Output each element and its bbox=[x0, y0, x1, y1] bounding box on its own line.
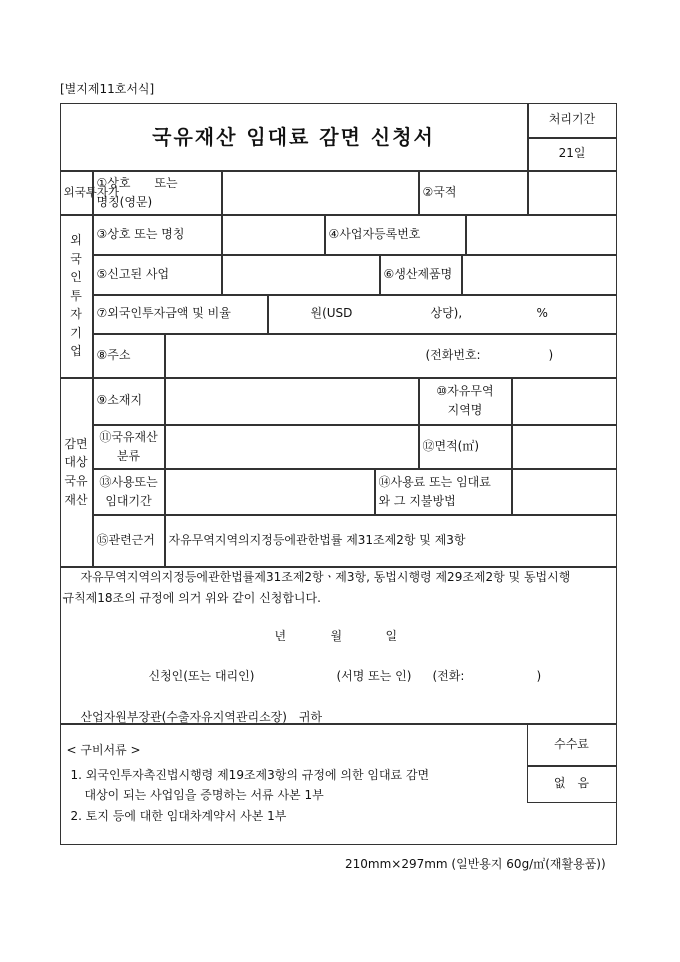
sign-label: (서명 또는 인) bbox=[336, 668, 412, 683]
year-label: 년 bbox=[274, 628, 287, 643]
property-class-field[interactable] bbox=[165, 425, 419, 469]
fee-value: 없 음 bbox=[527, 766, 617, 803]
investor-section-label: 외국투자가 bbox=[60, 171, 93, 215]
area-label: ⑫면적(㎡) bbox=[419, 425, 512, 469]
form-title: 국유재산 임대료 감면 신청서 bbox=[60, 103, 528, 171]
legal-basis-value: 자유무역지역의지정등에관한법률 제31조제2항 및 제3항 bbox=[165, 515, 617, 567]
month-label: 월 bbox=[330, 628, 343, 643]
declaration-text-2: 규칙제18조의 규정에 의거 위와 같이 신청합니다. bbox=[62, 590, 321, 605]
form-code: [별지제11호서식] bbox=[60, 82, 155, 96]
business-field[interactable] bbox=[222, 255, 380, 295]
nationality-field[interactable] bbox=[528, 171, 617, 215]
address-label: ⑧주소 bbox=[93, 334, 165, 378]
fee-method-field[interactable] bbox=[512, 469, 617, 515]
ftz-name-field[interactable] bbox=[512, 378, 617, 425]
declaration-text-1: 자유무역지역의지정등에관한법률제31조제2항ㆍ제3항, 동법시행령 제29조제2항 및 동법시행 bbox=[80, 569, 571, 584]
applicant-label: 신청인(또는 대리인) bbox=[148, 668, 255, 683]
paper-spec: 210mm×297mm (일반용지 60g/㎡(재활용품)) bbox=[345, 857, 606, 871]
won-text: 원(USD bbox=[310, 306, 353, 321]
location-label: ⑨소재지 bbox=[93, 378, 165, 425]
applicant-phone-close: ) bbox=[536, 668, 542, 683]
location-field[interactable] bbox=[165, 378, 419, 425]
phone-label: (전화번호: bbox=[425, 347, 481, 362]
day-label: 일 bbox=[385, 628, 398, 643]
property-section-label: 감면 대상 국유 재산 bbox=[60, 378, 93, 567]
legal-basis-label: ⑮관련근거 bbox=[93, 515, 165, 567]
area-field[interactable] bbox=[512, 425, 617, 469]
ftz-name-label: ⑩자유무역 지역명 bbox=[419, 378, 512, 425]
processing-period-label: 처리기간 bbox=[528, 103, 617, 138]
enterprise-section-label: 외 국 인 투 자 기 업 bbox=[60, 215, 93, 378]
address-field[interactable] bbox=[165, 334, 617, 378]
applicant-phone-label: (전화: bbox=[432, 668, 465, 683]
nationality-label: ②국적 bbox=[419, 171, 528, 215]
fee-method-label: ⑭사용료 또는 임대료 와 그 지불방법 bbox=[375, 469, 512, 515]
investment-label: ⑦외국인투자금액 및 비율 bbox=[93, 295, 268, 334]
fee-label: 수수료 bbox=[527, 724, 617, 766]
phone-close: ) bbox=[548, 347, 554, 362]
company-name-field[interactable] bbox=[222, 215, 325, 255]
addressee: 산업자원부장관(수출자유지역관리소장) 귀하 bbox=[80, 709, 323, 724]
property-class-label: ⑪국유재산 분류 bbox=[93, 425, 165, 469]
equiv-text: 상당), bbox=[430, 306, 463, 321]
investor-name-label: ①상호 또는 명칭(영문) bbox=[93, 171, 222, 215]
document-item-1-cont: 대상이 되는 사업임을 증명하는 서류 사본 1부 bbox=[84, 787, 324, 802]
product-field[interactable] bbox=[462, 255, 617, 295]
lease-period-field[interactable] bbox=[165, 469, 375, 515]
product-label: ⑥생산제품명 bbox=[380, 255, 462, 295]
business-reg-field[interactable] bbox=[466, 215, 617, 255]
documents-header: < 구비서류 > bbox=[66, 742, 141, 757]
business-label: ⑤신고된 사업 bbox=[93, 255, 222, 295]
lease-period-label: ⑬사용또는 임대기간 bbox=[93, 469, 165, 515]
investment-field[interactable] bbox=[268, 295, 617, 334]
document-item-2: 2. 토지 등에 대한 임대차계약서 사본 1부 bbox=[70, 808, 287, 823]
company-name-label: ③상호 또는 명칭 bbox=[93, 215, 222, 255]
processing-period-value: 21일 bbox=[528, 138, 617, 171]
business-reg-label: ④사업자등록번호 bbox=[325, 215, 466, 255]
declaration-section bbox=[60, 567, 617, 724]
investor-name-field[interactable] bbox=[222, 171, 419, 215]
percent-text: % bbox=[536, 306, 548, 321]
document-item-1: 1. 외국인투자촉진법시행령 제19조제3항의 규정에 의한 임대료 감면 bbox=[70, 767, 430, 782]
